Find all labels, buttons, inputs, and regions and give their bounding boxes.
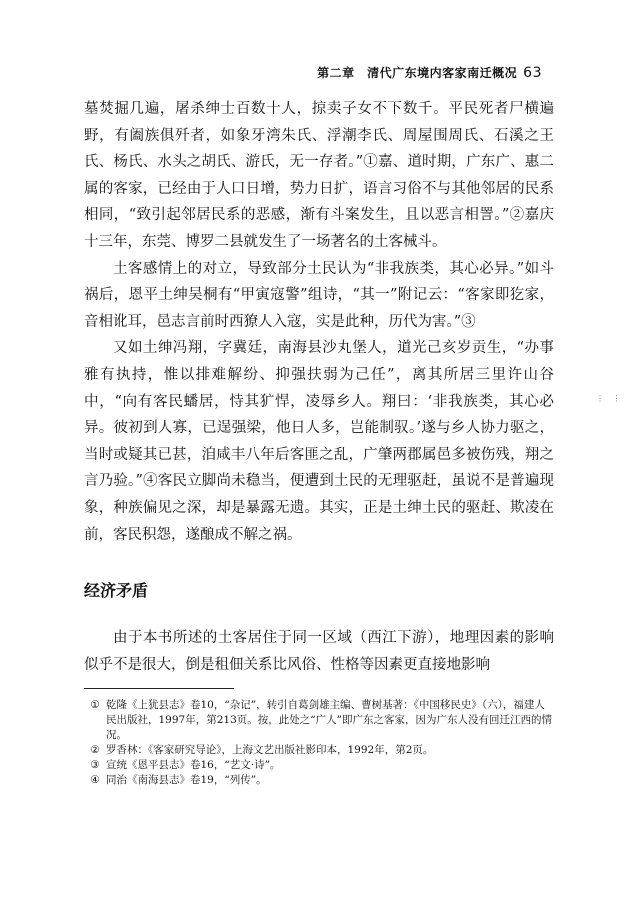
footnote-divider <box>84 688 234 689</box>
section-text <box>84 625 554 678</box>
paragraph-continued: 墓焚掘几遍，屠杀绅士百数十人，掠卖子女不下数千。平民死者尸横遍野，有阖族俱歼者，如象牙湾朱氏、浮潮李氏、周屋围周氏、石溪之王氏、杨氏、水头之胡氏、游氏，无一存者。”①嘉、道时期，广东广、惠二属的客家，已经由于人口日增，势力日扩，语言习俗不与其他邻居的民系相同，“致引起邻居民系的恶感，渐有斗案发生，且以恶言相詈。”②嘉庆十三年，东莞、博罗二县就发生了一场著名的土客械斗。 <box>84 101 554 250</box>
footnote-text: 乾隆《上犹县志》卷10，“杂记”，转引自葛剑雄主编、曹树基著：《中国移民史》（六），福建人民出版社，1997年，第213页。按，此处之“广人”即广东之客家，因为广东人没有回迁江西的情况。 <box>106 699 552 741</box>
page-number: 63 <box>523 65 542 81</box>
footnote-mark: ② <box>90 744 100 756</box>
footnote-text: 罗香林：《客家研究导论》，上海文艺出版社影印本，1992年，第2页。 <box>106 744 434 756</box>
paragraph-economic: 由于本书所述的土客居住于同一区域（西江下游），地理因素的影响似乎不是很大，倒是租佃关系比风俗、性格等因素更直接地影响 <box>84 630 554 673</box>
footnote-2 <box>84 743 554 758</box>
main-text <box>84 96 554 548</box>
scan-margin-marks: ⋮ ⋮ <box>596 394 624 403</box>
footnote-text: 宣统《恩平县志》卷16，“艺文·诗”。 <box>106 759 281 771</box>
chapter-title: 第二章 清代广东境内客家南迁概况 <box>317 66 518 80</box>
footnote-4 <box>84 773 554 788</box>
footnote-3 <box>84 758 554 773</box>
running-header <box>317 64 542 81</box>
paragraph-feng-xiang: 又如土绅冯翔，字冀廷，南海县沙丸堡人，道光己亥岁贡生，“办事雅有执持，惟以排难解纷、抑强扶弱为己任”，离其所居三里许山谷中，“向有客民蟠居，恃其犷悍，凌辱乡人。翔曰：‘非我族类，其心必异。彼初到人寡，已逞强梁，他日人多，岂能制驭。’遂与乡人协力驱之，当时或疑其已甚，洎咸丰八年后客匪之乱，广肇两郡属邑多被伤残，翔之言乃验。”④客民立脚尚未稳当，便遭到土民的无理驱赶，虽说不是普遍现象，种族偏见之深，却是暴露无遗。其实，正是土绅土民的驱赶、欺凌在前，客民积怨，遂酿成不解之祸。 <box>84 340 554 543</box>
footnotes <box>84 698 554 788</box>
section-heading: 经济矛盾 <box>84 581 149 600</box>
footnote-mark: ① <box>90 699 100 711</box>
footnote-mark: ④ <box>90 774 100 786</box>
paragraph-tuke-feelings: 土客感情上的对立，导致部分土民认为“非我族类，其心必异。”如斗祸后，恩平土绅吴桐有“甲寅寇警”组诗，“其一”附记云：“客家即犵家，音相讹耳，邑志言前时西獠人入寇，实是此种，历代为害。”③ <box>84 260 554 330</box>
footnote-text: 同治《南海县志》卷19，“列传”。 <box>106 774 267 786</box>
footnote-1 <box>84 698 554 743</box>
footnote-mark: ③ <box>90 759 100 771</box>
